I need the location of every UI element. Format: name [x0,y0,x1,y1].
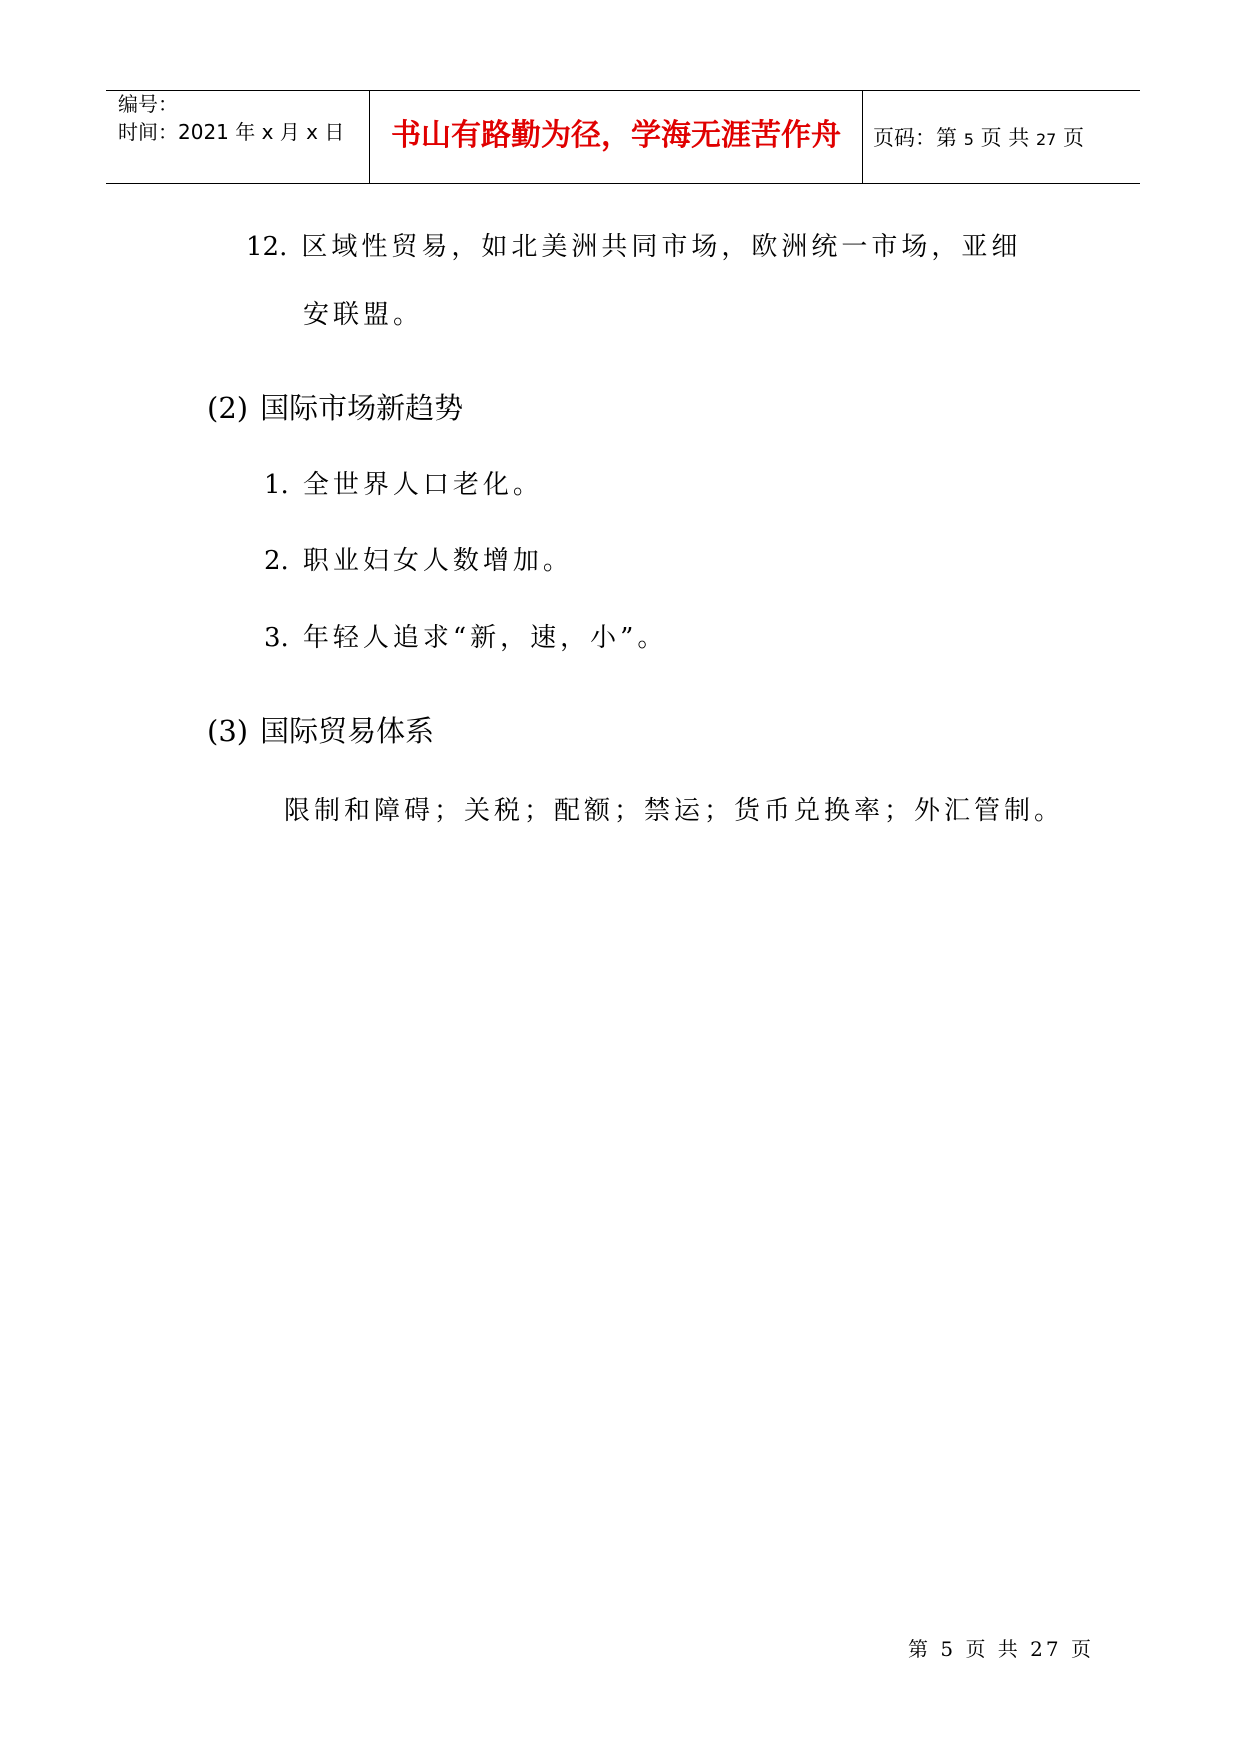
trade-barriers-text: 限制和障碍；关税；配额；禁运；货币兑换率；外汇管制。 [284,796,1065,826]
section-2-title: 国际市场新趋势 [260,391,464,425]
list-item-2-text: 职业妇女人数增加。 [302,546,573,576]
item-12-text: 区域性贸易，如北美洲共同市场，欧洲统一市场，亚细 [301,232,1022,262]
list-item-2-number: 2. [264,546,289,576]
page-footer: 第 5 页 共 27 页 [908,1637,1094,1661]
time-label: 时间：2021 年 x 月 x 日 [118,120,345,144]
list-item-1 [264,468,543,502]
page-mid: 页 共 [980,126,1030,150]
list-item-1-number: 1. [264,470,289,500]
list-item-3-number: 3. [264,623,289,653]
list-item-1-text: 全世界人口老化。 [302,470,543,500]
section-2-number: (2) [207,391,249,425]
header-page-info [873,124,1084,154]
item-12-number: 12. [246,232,288,262]
header-bottom-rule [106,183,1140,184]
list-item-3-text: 年轻人追求“新，速，小”。 [302,623,668,653]
header-meta [118,90,368,146]
section-2-heading [207,389,463,427]
item-12-line1 [246,230,1021,264]
list-item-2 [264,544,573,578]
page-end: 页 [1062,126,1084,150]
page-total: 27 [1035,130,1057,149]
section-3-title: 国际贸易体系 [260,714,435,748]
page-label: 页码：第 [873,126,957,150]
list-item-3 [264,621,667,655]
section-3-heading [207,712,434,750]
header-divider-right [862,90,863,184]
page-current: 5 [963,130,974,149]
number-label: 编号： [118,92,178,116]
section-3-number: (3) [207,714,249,748]
header-divider-left [369,90,370,184]
item-12-line2: 安联盟。 [303,300,424,330]
header-motto: 书山有路勤为径，学海无涯苦作舟 [391,118,841,153]
